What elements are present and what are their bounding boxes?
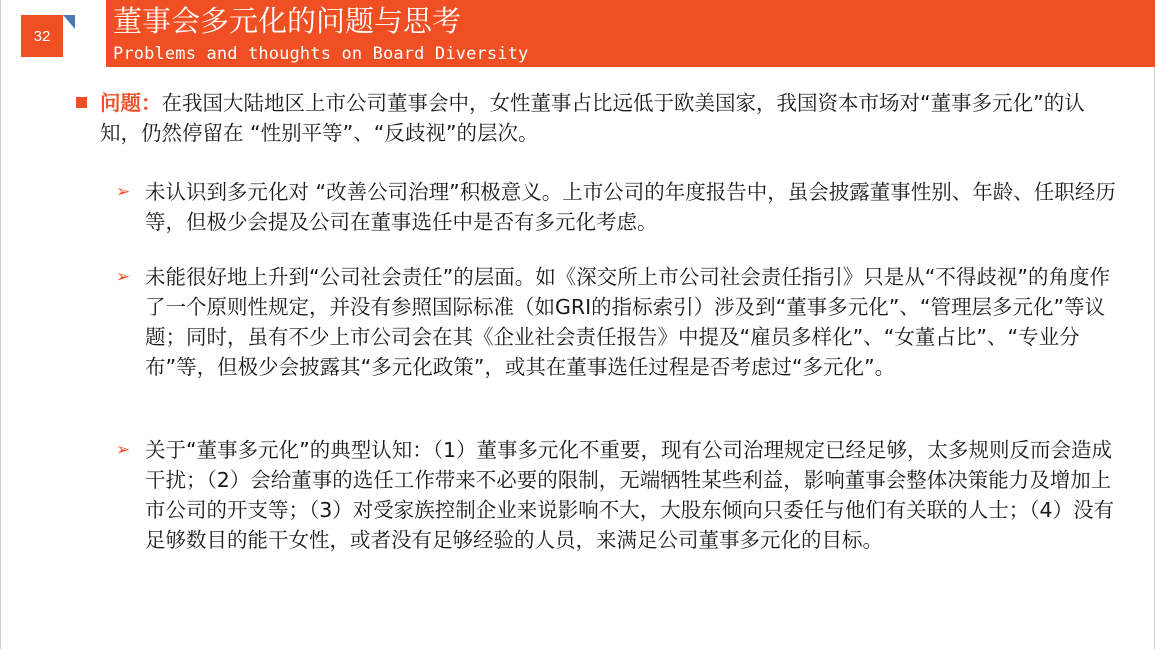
- question-paragraph: [100, 88, 1120, 148]
- slide-title-chinese: 董事会多元化的问题与思考: [113, 4, 462, 38]
- point-item: 关于“董事多元化”的典型认知：（1）董事多元化不重要，现有公司治理规定已经足够，太多规则反而会造成干扰；（2）会给董事的选任工作带来不必要的限制，无端牺牲某些利益，影响董事会整体决策能力及增加上市公司的开支等；（3）对受家族控制企业来说影响不大，大股东倾向只委任与他们有关联的人士；（4）没有足够数目的能干女性，或者没有足够经验的人员，来满足公司董事多元化的目标。: [145, 438, 1115, 552]
- point-item: 未认识到多元化对 “改善公司治理”积极意义。上市公司的年度报告中，虽会披露董事性别、年龄、任职经历等，但极少会提及公司在董事选任中是否有多元化考虑。: [145, 180, 1116, 234]
- point-item: 未能很好地上升到“公司社会责任”的层面。如《深交所上市公司社会责任指引》只是从“不得歧视”的角度作了一个原则性规定，并没有参照国际标准（如GRI的指标索引）涉及到“董事多元化”、“管理层多元化”等议题；同时，虽有不少上市公司会在其《企业社会责任报告》中提及“雇员多样化”、“女董占比”、“专业分布”等，但极少会披露其“多元化政策”，或其在董事选任过程是否考虑过“多元化”。: [145, 265, 1110, 379]
- arrow-bullet-icon: ➢: [116, 267, 131, 287]
- page-number: 32: [33, 27, 51, 45]
- question-label: 问题：: [100, 91, 162, 115]
- slide-title-english: Problems and thoughts on Board Diversity: [113, 44, 529, 64]
- question-text: 在我国大陆地区上市公司董事会中，女性董事占比远低于欧美国家，我国资本市场对“董事多元化”的认知，仍然停留在 “性别平等”、“反歧视”的层次。: [100, 91, 1085, 145]
- corner-triangle-decoration: [63, 15, 75, 29]
- page-number-badge: [21, 15, 63, 57]
- arrow-bullet-icon: ➢: [116, 182, 131, 202]
- arrow-bullet-icon: ➢: [116, 440, 131, 460]
- square-bullet-icon: [76, 97, 87, 108]
